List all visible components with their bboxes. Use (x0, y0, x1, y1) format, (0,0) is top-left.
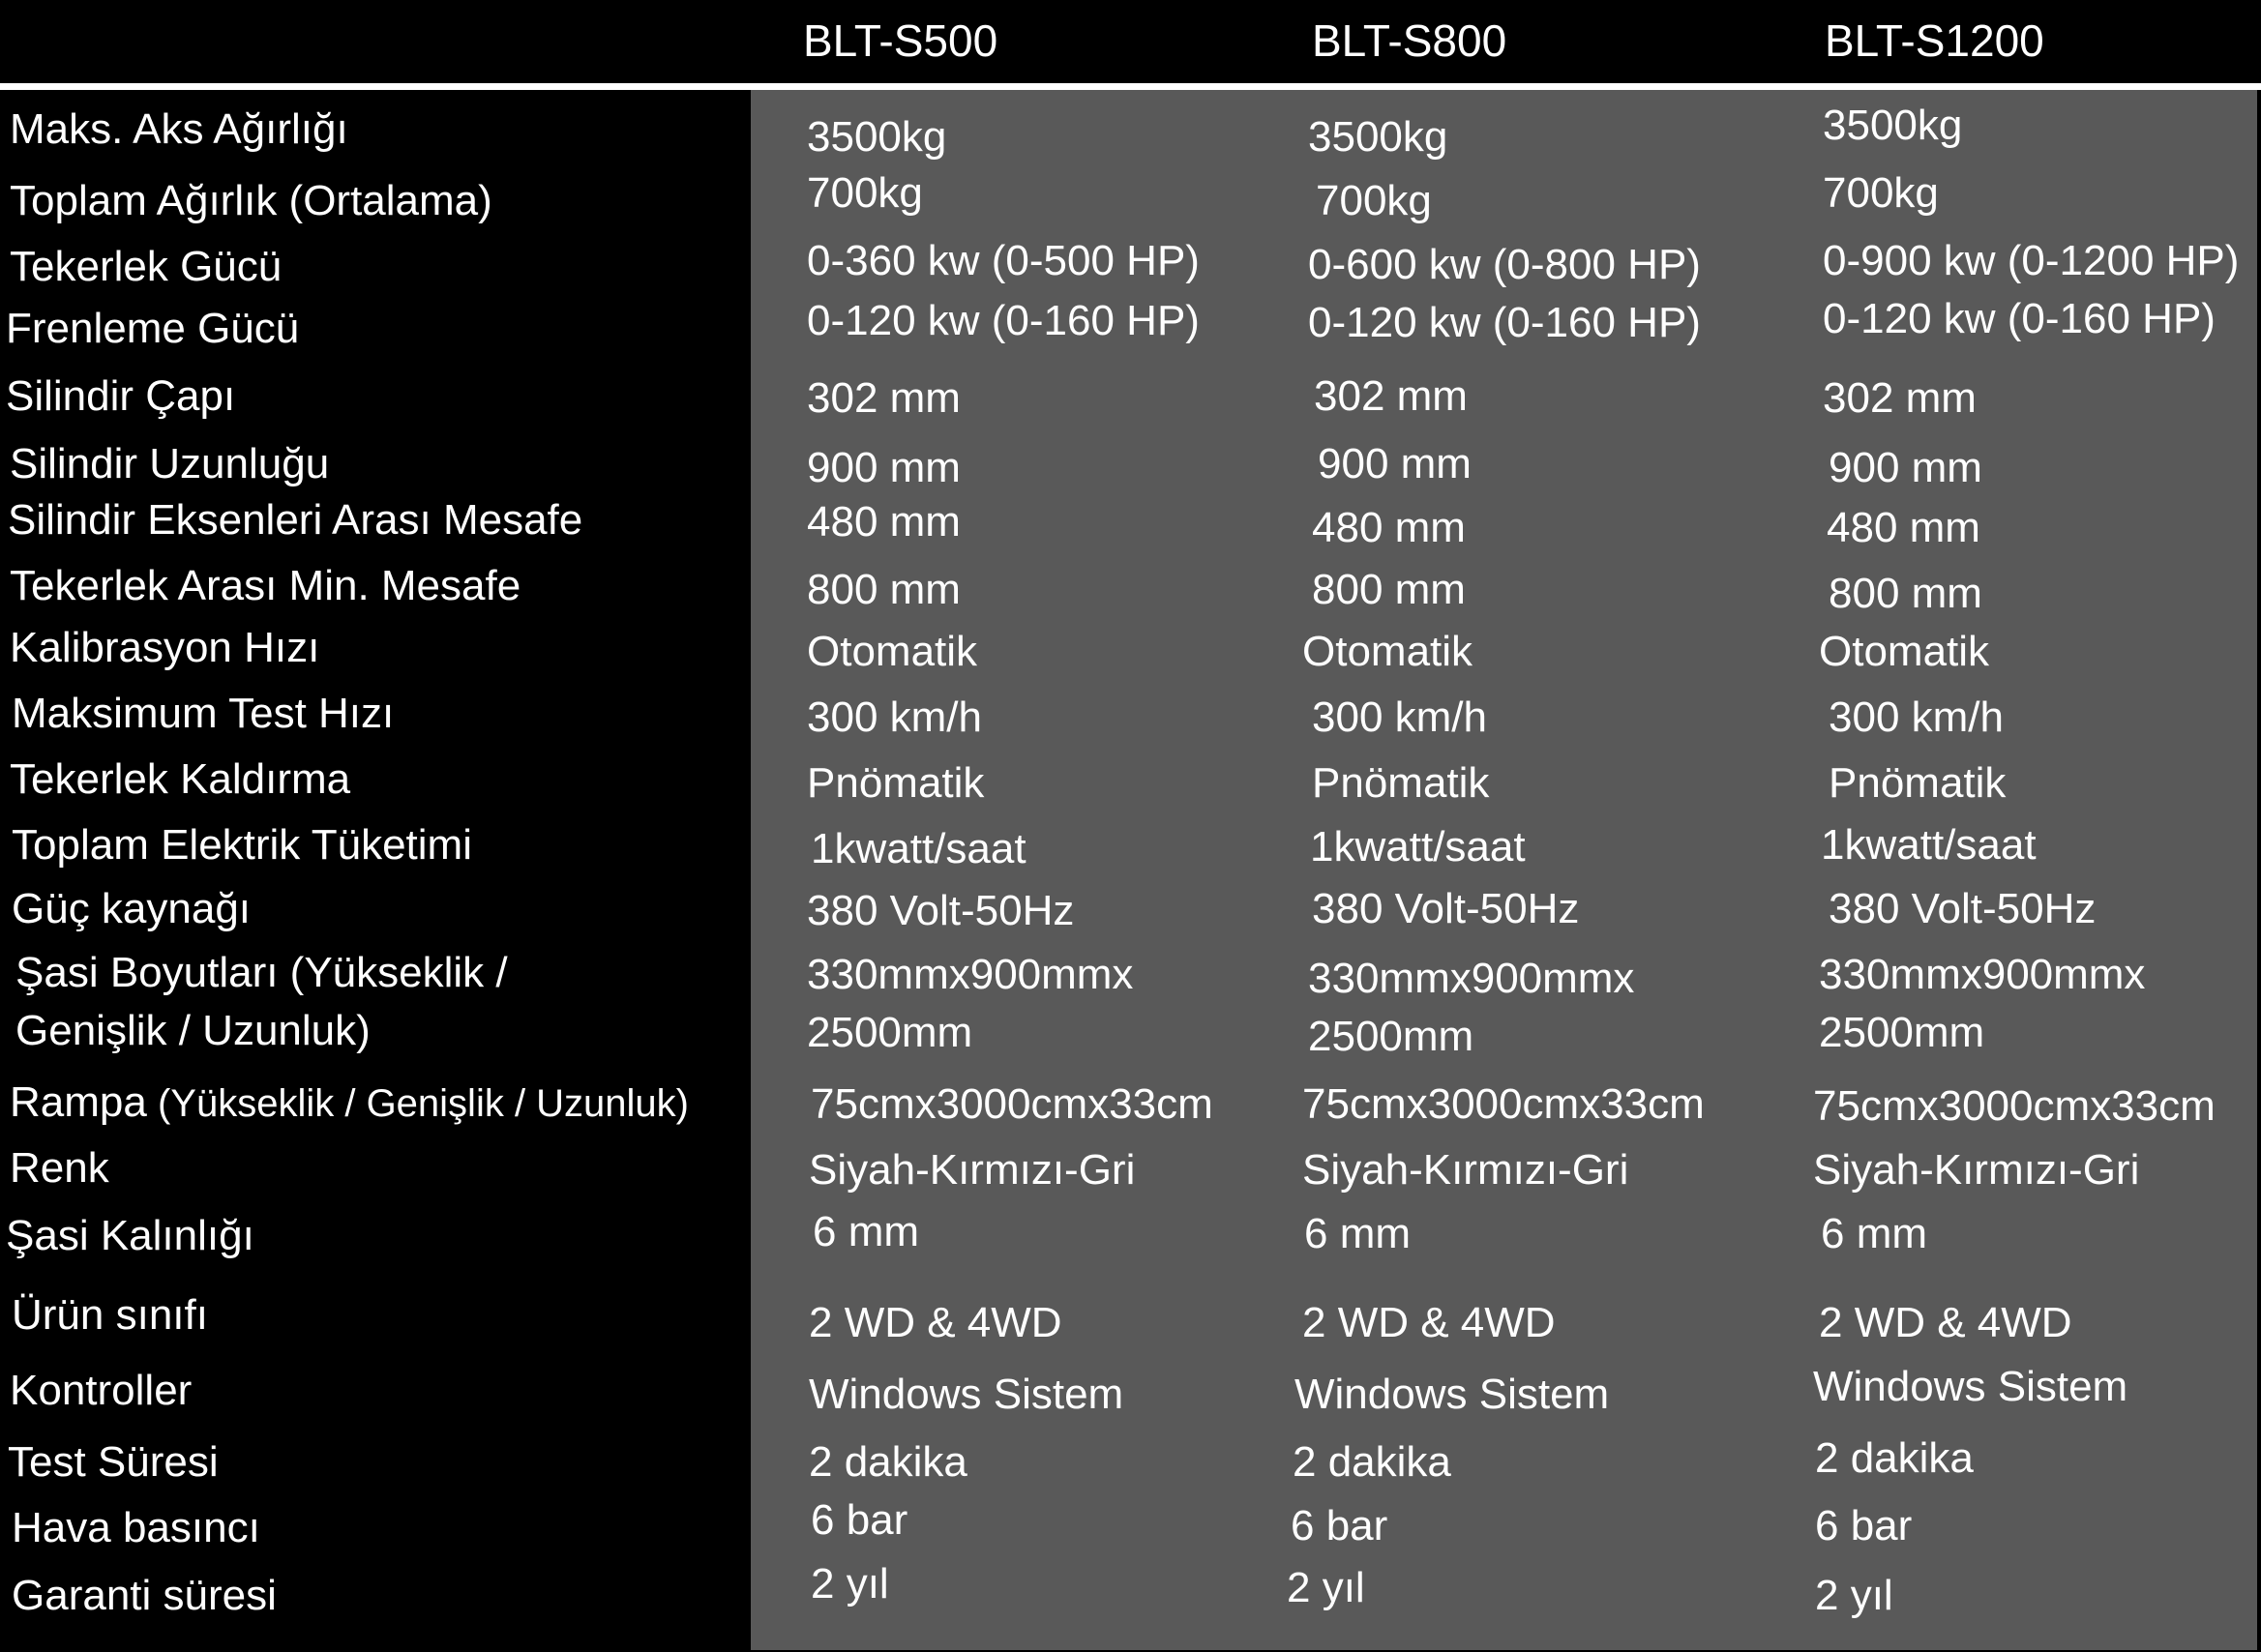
row-label: Güç kaynağı (12, 885, 252, 932)
value-s800: 2 dakika (1293, 1438, 1451, 1486)
value-s1200: 380 Volt-50Hz (1829, 885, 2097, 932)
value-s1200: 2 dakika (1815, 1434, 1974, 1482)
row-label-suffix: (Yükseklik / Genişlik / Uzunluk) (146, 1082, 689, 1125)
value-s1200: 6 mm (1821, 1210, 1927, 1257)
row-label: Ürün sınıfı (12, 1291, 208, 1339)
row-label: Kalibrasyon Hızı (10, 624, 320, 671)
value-s500: 1kwatt/saat (811, 825, 1026, 872)
value-s1200: 480 mm (1827, 504, 1980, 551)
value-s500: Windows Sistem (809, 1371, 1124, 1418)
row-label: Genişlik / Uzunluk) (15, 1007, 371, 1054)
value-s1200: 330mmx900mmx (1819, 951, 2146, 998)
value-s1200: Siyah-Kırmızı-Gri (1813, 1146, 2140, 1194)
row-label: Test Süresi (8, 1438, 219, 1486)
value-s1200: Windows Sistem (1813, 1363, 2128, 1410)
row-label: Frenleme Gücü (6, 305, 300, 352)
row-label: Tekerlek Arası Min. Mesafe (10, 562, 521, 609)
value-s1200: 1kwatt/saat (1821, 821, 2037, 869)
value-s1200: Otomatik (1819, 628, 1990, 675)
value-s1200: 6 bar (1815, 1502, 1913, 1549)
value-s500: 2 dakika (809, 1438, 967, 1486)
row-label: Maks. Aks Ağırlığı (10, 105, 348, 153)
row-label: Şasi Kalınlığı (6, 1212, 254, 1259)
value-s800: Siyah-Kırmızı-Gri (1302, 1146, 1629, 1194)
row-label: Maksimum Test Hızı (12, 690, 395, 737)
value-s800: 302 mm (1314, 372, 1468, 420)
value-s800: 2 WD & 4WD (1302, 1299, 1556, 1346)
value-s800: Windows Sistem (1294, 1371, 1610, 1418)
value-s500: 302 mm (807, 374, 961, 422)
value-s800: 0-120 kw (0-160 HP) (1308, 299, 1701, 346)
value-s500: Otomatik (807, 628, 978, 675)
value-s500: 800 mm (807, 566, 961, 613)
row-label: Silindir Uzunluğu (10, 440, 330, 487)
value-s1200: 75cmx3000cmx33cm (1813, 1082, 2216, 1130)
model-title-s500: BLT-S500 (803, 15, 998, 66)
value-s500: 2500mm (807, 1009, 973, 1056)
value-s500: 330mmx900mmx (807, 951, 1134, 998)
row-label: Toplam Ağırlık (Ortalama) (10, 177, 492, 224)
value-s1200: 0-120 kw (0-160 HP) (1823, 295, 2216, 342)
value-s1200: 3500kg (1823, 102, 1963, 149)
value-s800: 6 mm (1304, 1210, 1411, 1257)
row-label: Garanti süresi (12, 1572, 277, 1619)
value-s500: 3500kg (807, 113, 947, 161)
value-s800: 3500kg (1308, 113, 1448, 161)
value-s500: 2 WD & 4WD (809, 1299, 1062, 1346)
value-s500: 380 Volt-50Hz (807, 887, 1075, 934)
value-s500: 6 bar (811, 1496, 908, 1544)
row-label: Hava basıncı (12, 1504, 260, 1551)
value-s500: 900 mm (807, 444, 961, 491)
value-s800: Pnömatik (1312, 759, 1490, 807)
value-s800: 480 mm (1312, 504, 1466, 551)
model-title-s1200: BLT-S1200 (1825, 15, 2044, 66)
value-s800: 2500mm (1308, 1013, 1474, 1060)
row-label (10, 1074, 689, 1133)
value-s1200: Pnömatik (1829, 759, 2007, 807)
value-s800: 900 mm (1318, 440, 1472, 487)
value-s800: 2 yıl (1287, 1564, 1365, 1611)
value-s500: Siyah-Kırmızı-Gri (809, 1146, 1136, 1194)
value-s800: 300 km/h (1312, 693, 1487, 741)
value-s800: 0-600 kw (0-800 HP) (1308, 241, 1701, 288)
row-label: Şasi Boyutları (Yükseklik / (15, 949, 508, 996)
value-s500: 6 mm (813, 1208, 919, 1255)
row-label: Silindir Eksenleri Arası Mesafe (8, 496, 583, 544)
value-s500: 300 km/h (807, 693, 982, 741)
value-s1200: 800 mm (1829, 570, 1982, 617)
value-s1200: 302 mm (1823, 374, 1977, 422)
value-s500: Pnömatik (807, 759, 985, 807)
value-s800: 6 bar (1291, 1502, 1388, 1549)
value-s1200: 900 mm (1829, 444, 1982, 491)
value-s500: 700kg (807, 169, 923, 217)
value-s500: 0-360 kw (0-500 HP) (807, 237, 1200, 284)
value-s500: 0-120 kw (0-160 HP) (807, 297, 1200, 344)
row-label: Silindir Çapı (6, 372, 236, 420)
value-s800: Otomatik (1302, 628, 1473, 675)
row-label: Kontroller (10, 1367, 193, 1414)
row-label: Tekerlek Kaldırma (10, 755, 351, 803)
value-s1200: 700kg (1823, 169, 1939, 217)
row-label: Toplam Elektrik Tüketimi (12, 821, 472, 869)
value-s800: 380 Volt-50Hz (1312, 885, 1580, 932)
value-s1200: 0-900 kw (0-1200 HP) (1823, 237, 2240, 284)
value-s1200: 2 WD & 4WD (1819, 1299, 2072, 1346)
row-label: Renk (10, 1144, 109, 1192)
row-label-main: Rampa (10, 1078, 147, 1126)
value-s1200: 2500mm (1819, 1009, 1985, 1056)
value-s1200: 2 yıl (1815, 1572, 1893, 1619)
value-s500: 480 mm (807, 498, 961, 546)
value-s1200: 300 km/h (1829, 693, 2004, 741)
value-s800: 700kg (1316, 177, 1432, 224)
value-s500: 2 yıl (811, 1560, 889, 1608)
value-s800: 1kwatt/saat (1310, 823, 1526, 870)
model-title-s800: BLT-S800 (1312, 15, 1507, 66)
value-s800: 75cmx3000cmx33cm (1302, 1080, 1705, 1128)
value-s800: 800 mm (1312, 566, 1466, 613)
value-s800: 330mmx900mmx (1308, 955, 1635, 1002)
row-label: Tekerlek Gücü (10, 243, 283, 290)
value-s500: 75cmx3000cmx33cm (811, 1080, 1213, 1128)
